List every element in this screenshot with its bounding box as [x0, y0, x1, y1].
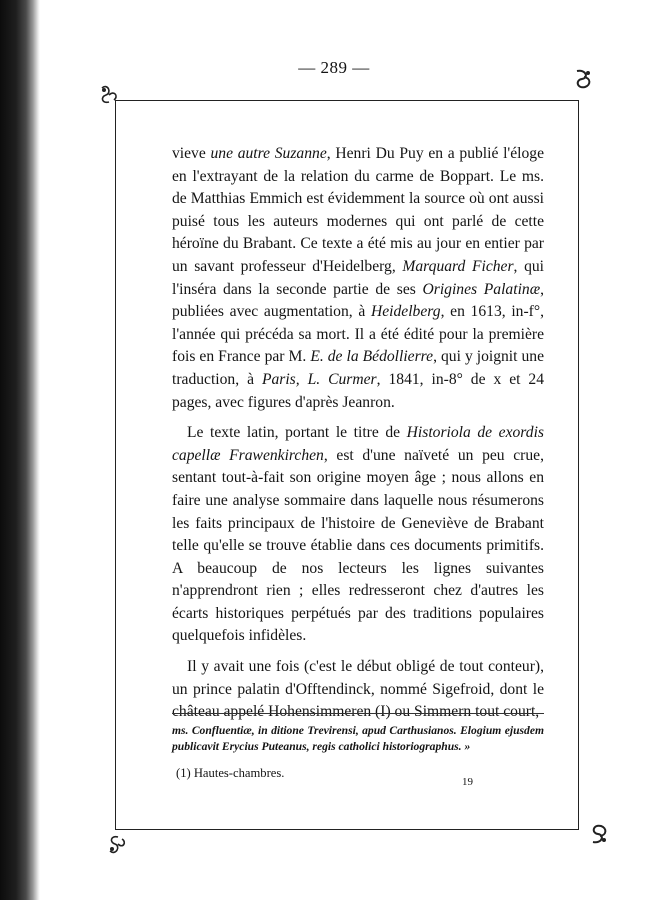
text-span: , Henri Du Puy en a publié l'éloge en l'extrayant de la relation du carme de Boppart. Le ms. de Matthias Emmich est évidemment la source où ont aussi puisé tous les auteurs modernes qui ont parlé de cette héroïne du Brabant. Ce texte a été mis au jour en entier par un savant professeur d'Heidelberg,	[172, 145, 545, 275]
italic-text-span: Marquard Ficher	[402, 257, 514, 275]
paragraph	[172, 422, 544, 648]
corner-ornament-icon	[572, 68, 594, 90]
paragraph	[172, 143, 544, 414]
footnote-latin: ms. Confluentiæ, in ditione Trevirensi, apud Carthusianos. Elogium ejusdem publicavit Erycius Puteanus, regis catholici historiographus. »	[172, 724, 544, 753]
corner-ornament-icon	[588, 823, 610, 845]
text-span: , qui l'inséra dans la seconde partie de ses	[172, 257, 544, 298]
text-span: Le texte latin, portant le titre de	[187, 424, 407, 442]
text-span: , qui y joignit une traduction, à	[172, 348, 545, 388]
text-span: , publiées avec augmentation, à	[172, 280, 544, 321]
text-span: Il y avait une fois (c'est le début obligé de tout conteur), un prince palatin d'Offtendinck, nommé Sigefroid, dont le château appelé Hohensimmeren (I) ou Simmern tout court,	[172, 658, 544, 721]
italic-text-span: E. de la Bédollierre	[310, 348, 434, 366]
text-span: vieve	[172, 145, 211, 162]
italic-text-span: Historiola de exordis capellæ Frawenkirchen	[172, 424, 544, 464]
text-span: , est d'une naïveté un peu crue, sentant tout-à-fait son origine moyen âge ; nous allons en faire une analyse sommaire dans laquelle nous résumerons les faits principaux de l'histoire de Geneviève de Brabant telle qu'elle se trouve établie dans ces documents primitifs. A beaucoup de nos lecteurs les lignes suivantes n'apprendront rien ; elles redresseront chez d'autres les écarts historiques perpétués par des traditions populaires quelquefois infidèles.	[172, 446, 544, 645]
book-binding-shadow	[0, 0, 40, 900]
italic-text-span: Paris, L. Curmer	[261, 370, 377, 388]
corner-ornament-icon	[98, 84, 120, 106]
italic-text-span: Origines Palatinæ	[422, 280, 541, 298]
footnote-1: (1) Hautes-chambres.	[176, 766, 285, 780]
page-number: — 289 —	[298, 58, 370, 77]
signature-mark: 19	[462, 776, 473, 788]
footnote-separator	[172, 713, 544, 714]
text-span: , 1841, in-8° de x et 24 pages, avec figures d'après Jeanron.	[172, 370, 545, 411]
italic-text-span: une autre Suzanne	[210, 145, 327, 162]
body-text	[172, 143, 544, 724]
text-span: , en 1613, in-f°, l'année qui précéda sa mort. Il a été édité pour la première fois en France par M.	[172, 303, 544, 366]
corner-ornament-icon	[106, 833, 128, 855]
italic-text-span: Heidelberg	[370, 303, 441, 321]
